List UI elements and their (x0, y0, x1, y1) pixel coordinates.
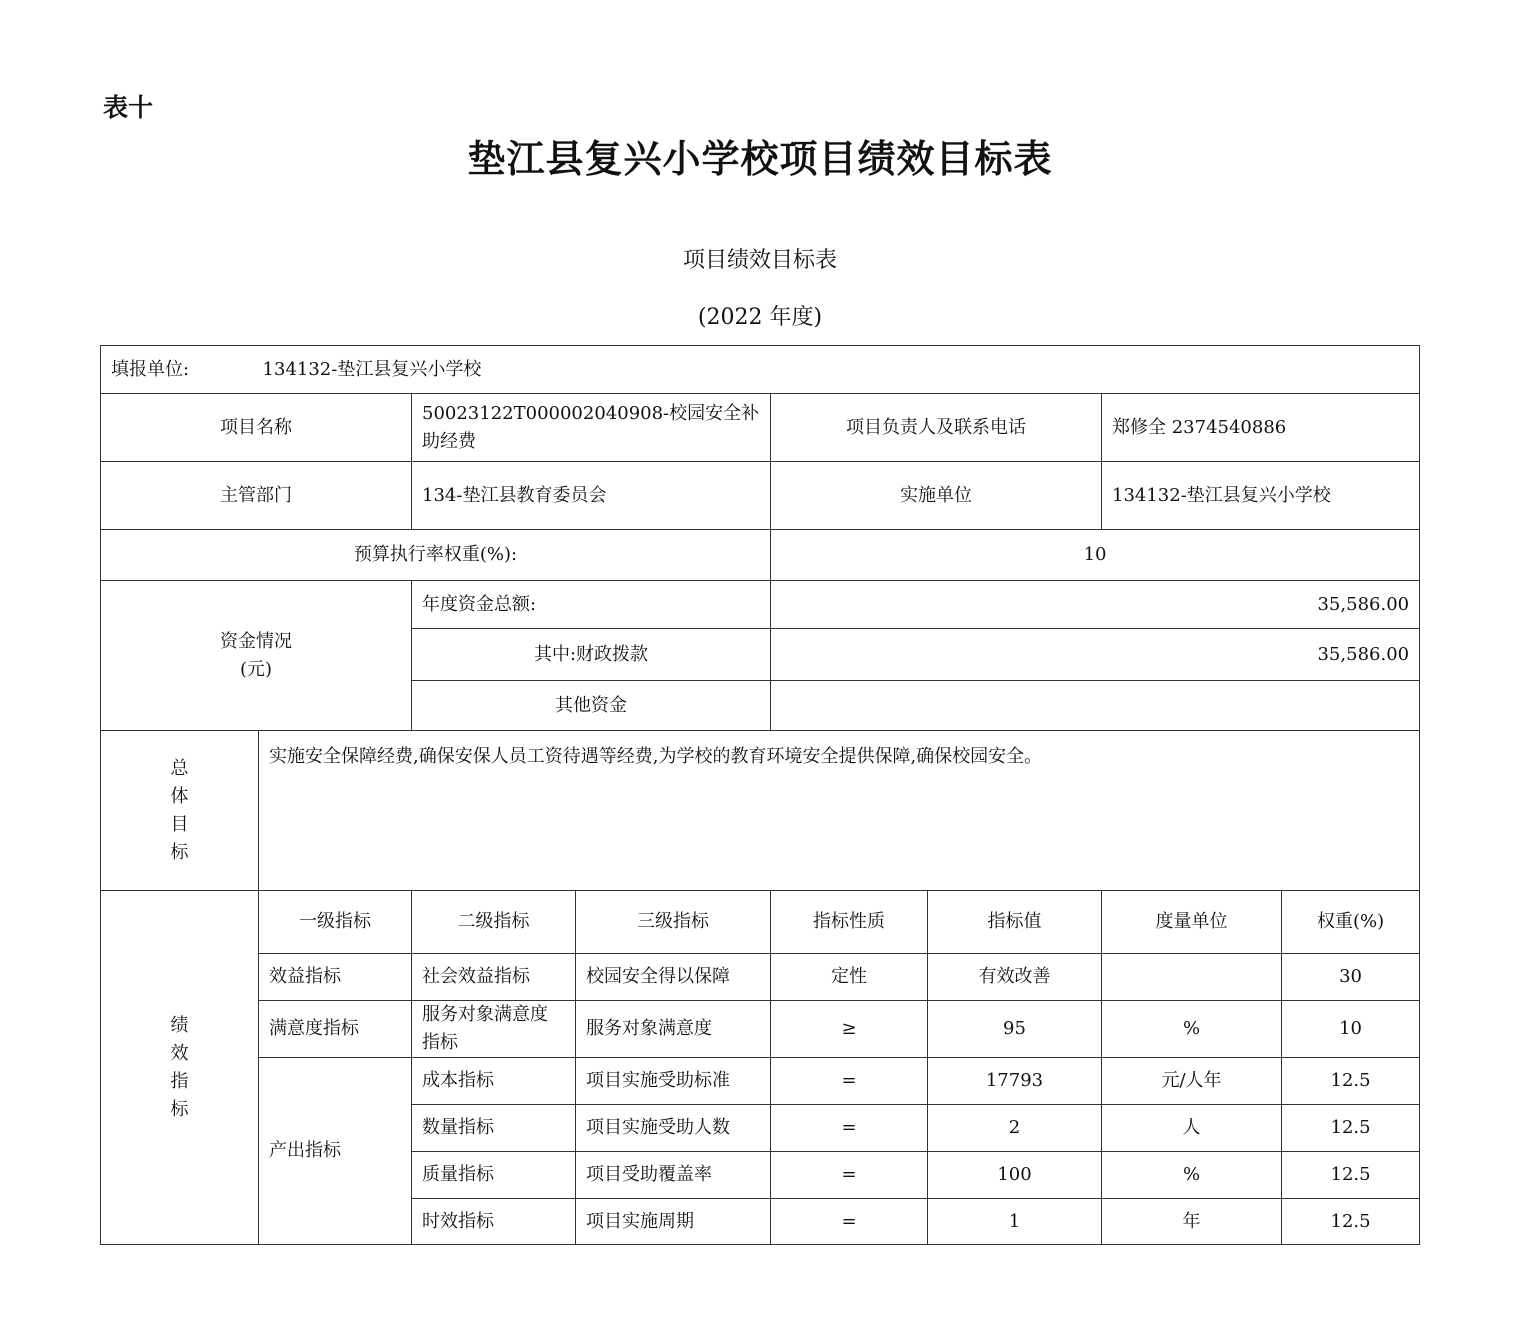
funds-label-line2: (元) (239, 658, 273, 680)
header-level2: 二级指标 (412, 891, 576, 954)
budget-weight-value: 10 (771, 530, 1420, 581)
cell-value: 有效改善 (928, 954, 1102, 1001)
impl-unit-label: 实施单位 (771, 462, 1102, 530)
goal-label-char: 目 (170, 813, 189, 835)
cell-level2: 社会效益指标 (412, 954, 576, 1001)
cell-level3: 校园安全得以保障 (576, 954, 771, 1001)
cell-nature: = (771, 1058, 928, 1105)
cell-nature: ≥ (771, 1001, 928, 1058)
table-row (101, 954, 1420, 1001)
cell-value: 100 (928, 1152, 1102, 1199)
overall-goal-text: 实施安全保障经费,确保安保人员工资待遇等经费,为学校的教育环境安全提供保障,确保校园安全。 (259, 731, 1420, 891)
funds-other-label: 其他资金 (412, 681, 771, 731)
cell-weight: 12.5 (1282, 1105, 1420, 1152)
cell-level2: 数量指标 (412, 1105, 576, 1152)
funds-other-value (771, 681, 1420, 731)
cell-nature: 定性 (771, 954, 928, 1001)
project-name-value: 50023122T000002040908-校园安全补助经费 (412, 394, 771, 462)
goal-label-char: 总 (170, 757, 189, 779)
header-level3: 三级指标 (576, 891, 771, 954)
cell-weight: 12.5 (1282, 1152, 1420, 1199)
cell-level3: 项目实施受助人数 (576, 1105, 771, 1152)
funds-total-row (101, 581, 1420, 629)
cell-value: 95 (928, 1001, 1102, 1058)
overall-goal-row (101, 731, 1420, 891)
funds-total-value: 35,586.00 (771, 581, 1420, 629)
project-name-label: 项目名称 (101, 394, 412, 462)
funds-fiscal-value: 35,586.00 (771, 629, 1420, 681)
funds-total-label: 年度资金总额: (412, 581, 771, 629)
cell-weight: 10 (1282, 1001, 1420, 1058)
funds-label (101, 581, 412, 731)
contact-value: 郑修全 2374540886 (1102, 394, 1420, 462)
cell-unit: 年 (1102, 1199, 1282, 1245)
cell-value: 2 (928, 1105, 1102, 1152)
table-row (101, 1058, 1420, 1105)
cell-weight: 12.5 (1282, 1058, 1420, 1105)
indicator-label-char: 效 (170, 1042, 189, 1064)
cell-unit: 人 (1102, 1105, 1282, 1152)
cell-nature: = (771, 1152, 928, 1199)
header-unit: 度量单位 (1102, 891, 1282, 954)
cell-unit: 元/人年 (1102, 1058, 1282, 1105)
dept-label: 主管部门 (101, 462, 412, 530)
cell-level1: 满意度指标 (259, 1001, 412, 1058)
performance-indicator-label (101, 891, 259, 1245)
cell-level2: 服务对象满意度指标 (412, 1001, 576, 1058)
cell-nature: = (771, 1105, 928, 1152)
cell-weight: 12.5 (1282, 1199, 1420, 1245)
overall-goal-label (101, 731, 259, 891)
cell-unit: % (1102, 1152, 1282, 1199)
dept-value: 134-垫江县教育委员会 (412, 462, 771, 530)
impl-unit-value: 134132-垫江县复兴小学校 (1102, 462, 1420, 530)
indicator-label-char: 绩 (170, 1014, 189, 1036)
reporting-unit-row (101, 346, 1420, 394)
header-nature: 指标性质 (771, 891, 928, 954)
goal-label-char: 标 (170, 841, 189, 863)
cell-level3: 项目实施周期 (576, 1199, 771, 1245)
cell-weight: 30 (1282, 954, 1420, 1001)
page-title: 垫江县复兴小学校项目绩效目标表 (467, 136, 1053, 181)
cell-level3: 服务对象满意度 (576, 1001, 771, 1058)
cell-level2: 质量指标 (412, 1152, 576, 1199)
indicator-label-char: 标 (170, 1098, 189, 1120)
header-level1: 一级指标 (259, 891, 412, 954)
indicator-header-row (101, 891, 1420, 954)
cell-level3: 项目实施受助标准 (576, 1058, 771, 1105)
header-weight: 权重(%) (1282, 891, 1420, 954)
reporting-unit-value: 134132-垫江县复兴小学校 (262, 358, 482, 380)
budget-weight-label: 预算执行率权重(%): (101, 530, 771, 581)
table-row (101, 1001, 1420, 1058)
funds-label-line1: 资金情况 (220, 630, 292, 652)
table-number: 表十 (103, 93, 154, 122)
cell-value: 17793 (928, 1058, 1102, 1105)
cell-level1-output: 产出指标 (259, 1058, 412, 1245)
header-value: 指标值 (928, 891, 1102, 954)
cell-level2: 成本指标 (412, 1058, 576, 1105)
contact-label: 项目负责人及联系电话 (771, 394, 1102, 462)
performance-target-table (100, 345, 1420, 1245)
reporting-unit-label: 填报单位: (111, 358, 190, 380)
cell-unit (1102, 954, 1282, 1001)
table-subtitle: 项目绩效目标表 (682, 248, 837, 273)
budget-weight-row (101, 530, 1420, 581)
project-name-row (101, 394, 1420, 462)
indicator-label-char: 指 (170, 1070, 189, 1092)
department-row (101, 462, 1420, 530)
goal-label-char: 体 (170, 785, 189, 807)
cell-value: 1 (928, 1199, 1102, 1245)
cell-level3: 项目受助覆盖率 (576, 1152, 771, 1199)
cell-nature: = (771, 1199, 928, 1245)
cell-unit: % (1102, 1001, 1282, 1058)
fiscal-year: (2022 年度) (697, 305, 823, 330)
funds-fiscal-label: 其中:财政拨款 (412, 629, 771, 681)
cell-level2: 时效指标 (412, 1199, 576, 1245)
cell-level1: 效益指标 (259, 954, 412, 1001)
